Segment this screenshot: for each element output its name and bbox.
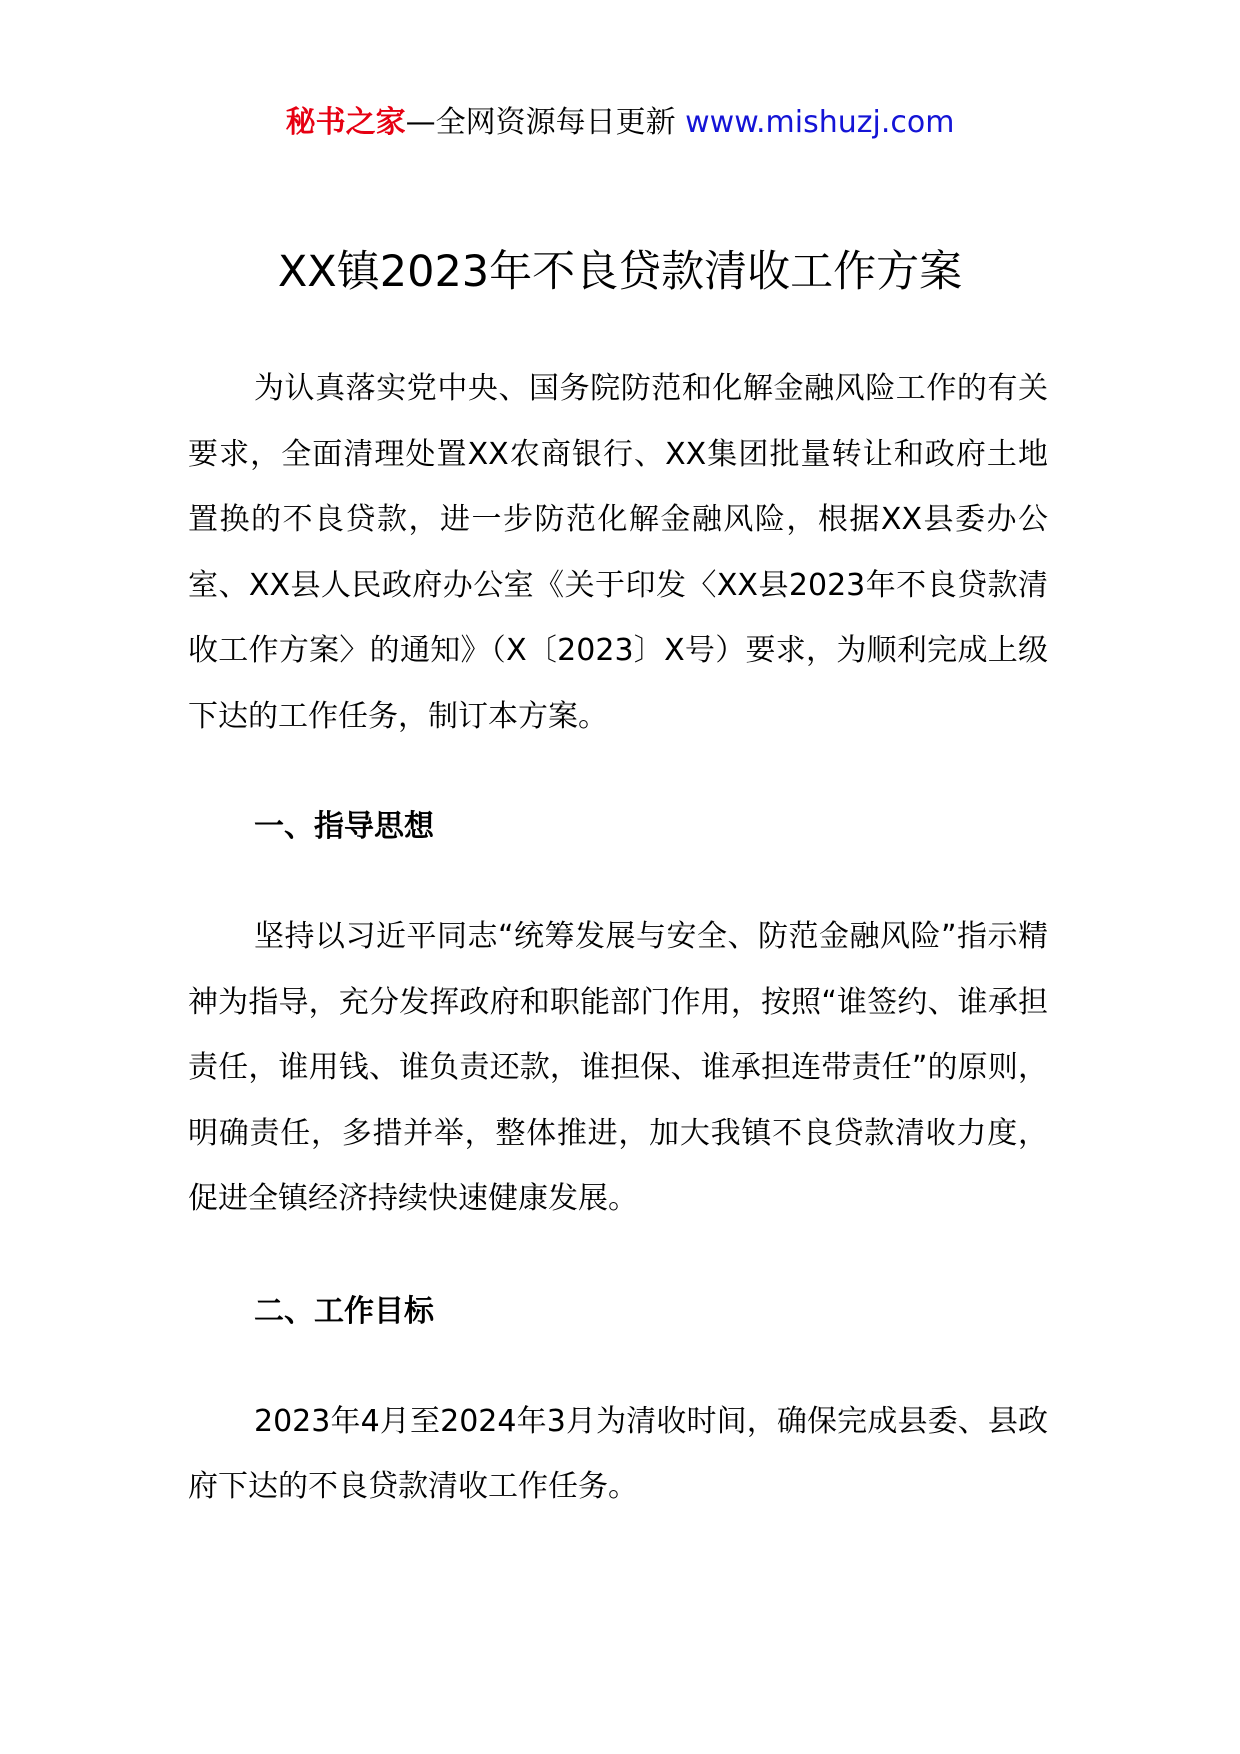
document-title: XX镇2023年不良贷款清收工作方案 (277, 247, 963, 297)
site-url-link[interactable]: www.mishuzj.com (685, 105, 955, 140)
site-header (0, 98, 1240, 148)
section-heading-guiding-ideology: 一、指导思想 (254, 809, 434, 844)
brand-name: 秘书之家 (285, 105, 406, 140)
section-body-work-goals: 2023年4月至2024年3月为清收时间，确保完成县委、县政府下达的不良贷款清收工作任务。 (188, 1403, 1048, 1504)
document-body (188, 356, 1048, 1520)
header-tagline: —全网资源每日更新 (405, 105, 686, 140)
intro-paragraph: 为认真落实党中央、国务院防范和化解金融风险工作的有关要求，全面清理处置XX农商银行、XX集团批量转让和政府土地置换的不良贷款，进一步防范化解金融风险，根据XX县委办公室、XX县人民政府办公室《关于印发〈XX县2023年不良贷款清收工作方案〉的通知》（X〔2023〕X号）要求，为顺利完成上级下达的工作任务，制订本方案。 (188, 371, 1048, 734)
section-body-guiding-ideology: 坚持以习近平同志“统筹发展与安全、防范金融风险”指示精神为指导，充分发挥政府和职能部门作用，按照“谁签约、谁承担责任，谁用钱、谁负责还款，谁担保、谁承担连带责任”的原则，明确责任，多措并举，整体推进，加大我镇不良贷款清收力度，促进全镇经济持续快速健康发展。 (188, 919, 1048, 1216)
section-heading-work-goals: 二、工作目标 (254, 1293, 434, 1329)
